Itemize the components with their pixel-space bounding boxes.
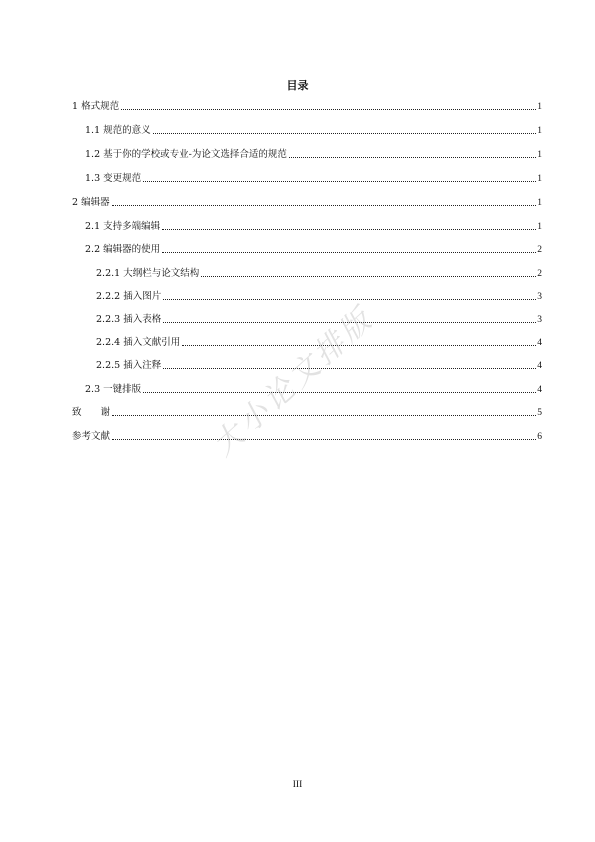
toc-leader-dots	[121, 108, 536, 110]
toc-entry[interactable]	[96, 289, 542, 303]
toc-entry-label: 插入表格	[123, 314, 162, 325]
watermark: 大小论文排版	[205, 300, 381, 464]
toc-entry[interactable]	[85, 242, 542, 256]
toc-entry-number: 2.2.2	[96, 291, 121, 302]
toc-entry-page: 1	[537, 126, 542, 136]
toc-entry-number: 2.2.4	[96, 337, 121, 348]
toc-entry-label: 参考文献	[72, 431, 111, 442]
toc-entry-page: 1	[537, 198, 542, 208]
toc-entry-label: 规范的意义	[103, 125, 151, 136]
toc-entry-number: 2.1	[85, 221, 101, 232]
toc-entry-page: 3	[537, 292, 542, 302]
toc-entry-number: 2.2	[85, 244, 101, 255]
toc-entry[interactable]	[96, 335, 542, 349]
toc-leader-dots	[162, 228, 536, 230]
toc-entry-page: 4	[537, 361, 542, 371]
toc-leader-dots	[289, 156, 536, 158]
toc-entry-number: 2.3	[85, 384, 101, 395]
toc-entry-page: 1	[537, 102, 542, 112]
toc-entry[interactable]	[85, 219, 542, 233]
toc-entry[interactable]	[85, 382, 542, 396]
toc-leader-dots	[163, 321, 536, 323]
toc-entry-label: 基于你的学校或专业-为论文选择合适的规范	[103, 149, 287, 160]
toc-leader-dots	[182, 344, 536, 346]
toc-entry-number: 1.3	[85, 173, 101, 184]
toc-entry-page: 6	[537, 432, 542, 442]
toc-entry[interactable]	[85, 147, 542, 161]
toc-entry-number: 2	[72, 197, 79, 208]
toc-entry-label: 格式规范	[81, 101, 120, 112]
toc-entry-page: 4	[537, 338, 542, 348]
toc-entry[interactable]	[72, 405, 542, 419]
toc-entry-label: 大纲栏与论文结构	[123, 268, 200, 279]
toc-entry-page: 1	[537, 222, 542, 232]
toc-entry-page: 2	[537, 269, 542, 279]
toc-entry-number: 1	[72, 101, 79, 112]
toc-leader-dots	[143, 180, 536, 182]
toc-entry[interactable]	[85, 171, 542, 185]
toc-entry-label: 插入图片	[123, 291, 162, 302]
toc-entry-label: 致 谢	[72, 407, 111, 418]
toc-entry-number: 2.2.5	[96, 360, 121, 371]
toc-entry-number: 2.2.3	[96, 314, 121, 325]
toc-entry[interactable]	[96, 312, 542, 326]
toc-leader-dots	[153, 132, 536, 134]
toc-entry-page: 1	[537, 150, 542, 160]
toc-title: 目录	[286, 79, 309, 92]
toc-entry-page: 4	[537, 385, 542, 395]
toc-entry-page: 3	[537, 315, 542, 325]
toc-entry-number: 2.2.1	[96, 268, 121, 279]
toc-entry[interactable]	[96, 266, 542, 280]
toc-entry-label: 支持多端编辑	[103, 221, 161, 232]
toc-entry-label: 插入注释	[123, 360, 162, 371]
toc-leader-dots	[162, 251, 536, 253]
toc-leader-dots	[112, 204, 536, 206]
toc-entry-label: 插入文献引用	[123, 337, 181, 348]
toc-leader-dots	[201, 275, 536, 277]
toc-entry-label: 编辑器的使用	[103, 244, 161, 255]
toc-leader-dots	[163, 298, 536, 300]
toc-entry-page: 2	[537, 245, 542, 255]
toc-leader-dots	[112, 438, 536, 440]
toc-entry[interactable]	[72, 195, 542, 209]
toc-leader-dots	[163, 367, 536, 369]
toc-entry-page: 5	[537, 408, 542, 418]
toc-leader-dots	[112, 414, 536, 416]
toc-entry[interactable]	[72, 429, 542, 443]
toc-entry[interactable]	[85, 123, 542, 137]
toc-entry-label: 编辑器	[81, 197, 110, 208]
toc-entry-label: 变更规范	[103, 173, 142, 184]
toc-entry-page: 1	[537, 174, 542, 184]
toc-entry-number: 1.2	[85, 149, 101, 160]
toc-entry-number: 1.1	[85, 125, 101, 136]
toc-entry[interactable]	[96, 358, 542, 372]
toc-entry-label: 一键排版	[103, 384, 142, 395]
page-number-footer: III	[292, 780, 303, 790]
toc-leader-dots	[143, 391, 536, 393]
toc-entry[interactable]	[72, 99, 542, 113]
